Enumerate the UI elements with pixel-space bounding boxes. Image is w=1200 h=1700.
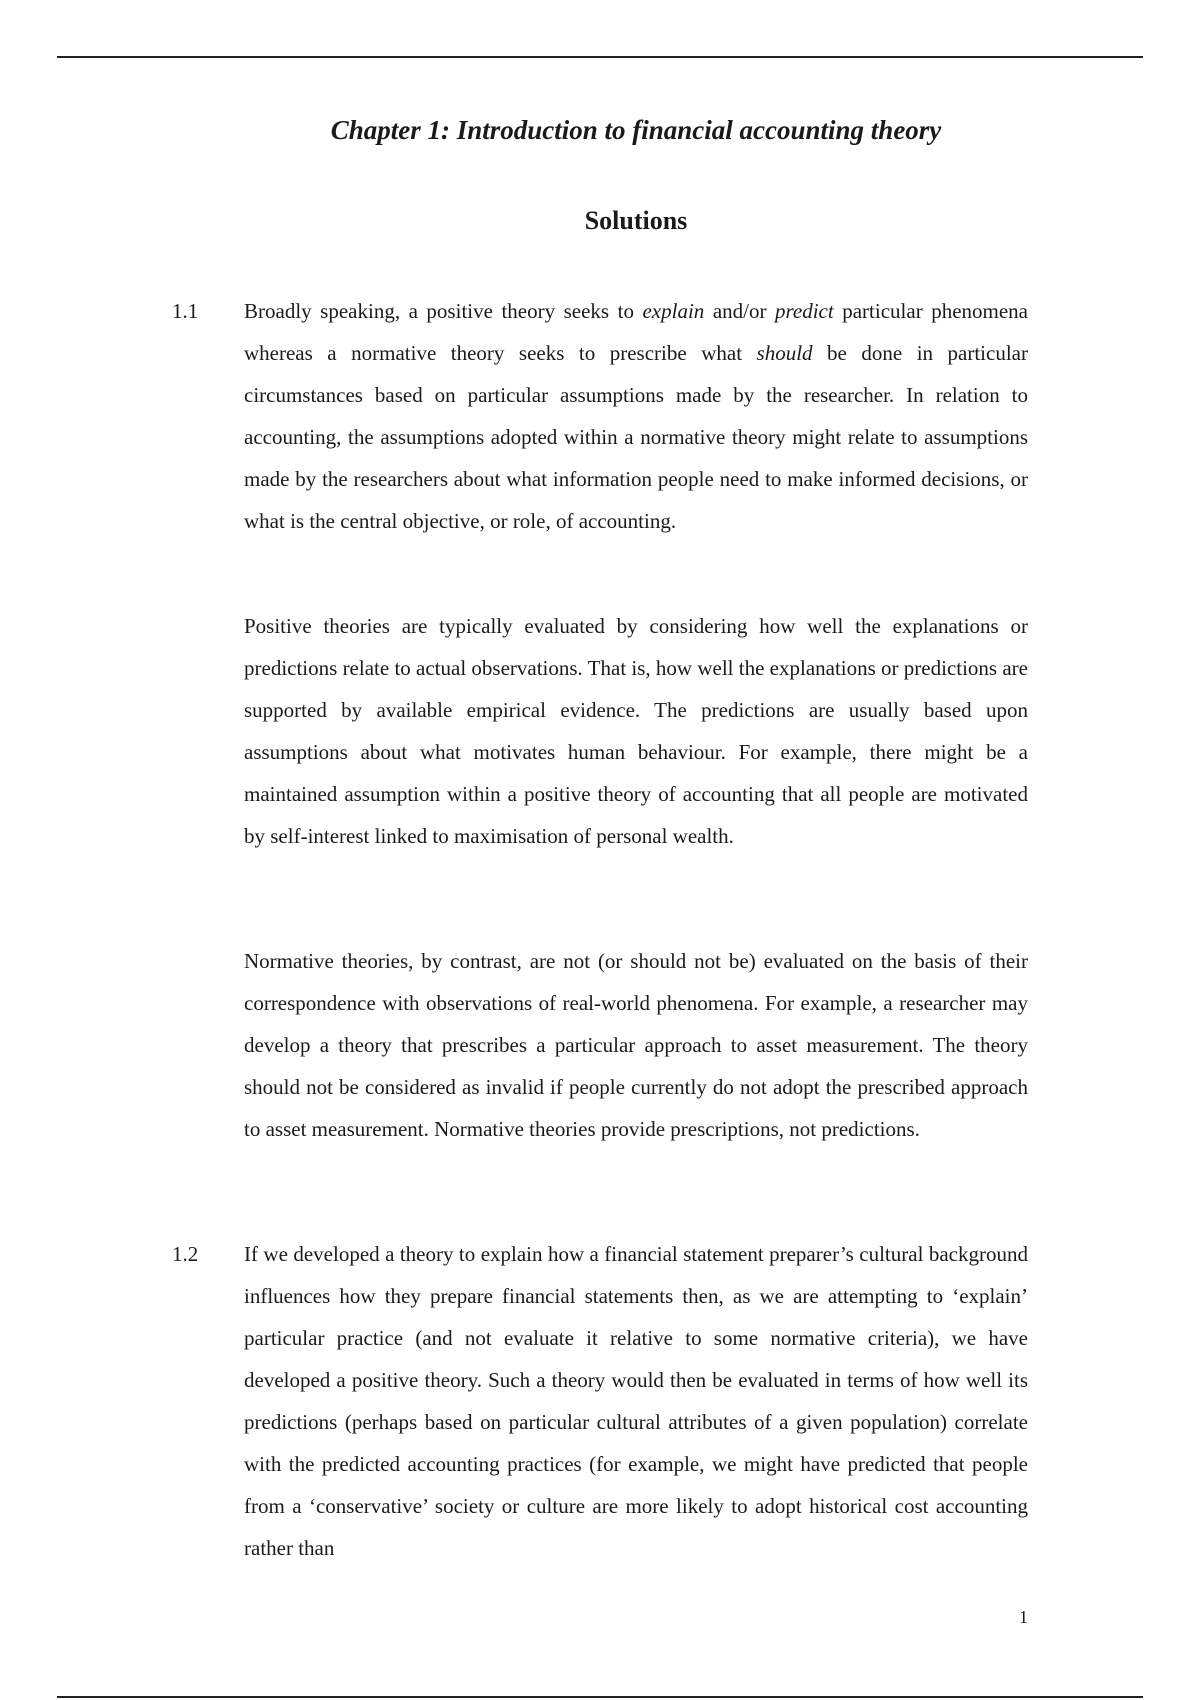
page-number: 1: [1019, 1607, 1028, 1627]
solutions-heading: Solutions: [584, 206, 688, 235]
chapter-title: Chapter 1: Introduction to financial accounting theory: [330, 115, 942, 145]
text-run: Broadly speaking, a positive theory seeks to: [244, 299, 643, 323]
text-run: and/or: [704, 299, 775, 323]
item-1-2-paragraph-1: If we developed a theory to explain how a financial statement preparer’s cultural background influences how they prepare financial statements then, as we are attempting to ‘explain’ particular practice (and not evaluate it relative to some normative criteria), we have developed a positive theory. Such a theory would then be evaluated in terms of how well its predictions (perhaps based on particular cultural attributes of a given population) correlate with the predicted accounting practices (for example, we might have predicted that people from a ‘conservative’ society or culture are more likely to adopt historical cost accounting rather than: [244, 1242, 1028, 1560]
text-run: be done in particular circumstances based on particular assumptions made by the researcher. In relation to accounting, the assumptions adopted within a normative theory might relate to assumptions made by the researchers about what information people need to make informed decisions, or what is the central objective, or role, of accounting.: [244, 341, 1028, 533]
item-1-1-paragraph-2: Positive theories are typically evaluated by considering how well the explanations or predictions relate to actual observations. That is, how well the explanations or predictions are supported by available empirical evidence. The predictions are usually based upon assumptions about what motivates human behaviour. For example, there might be a maintained assumption within a positive theory of accounting that all people are motivated by self-interest linked to maximisation of personal wealth.: [244, 614, 1028, 848]
emphasis-should: should: [756, 341, 813, 365]
top-rule: [57, 56, 1143, 58]
text-run: particular phenomena whereas a normative theory seeks to prescribe what: [244, 299, 1029, 365]
item-number-1-2: 1.2: [172, 1242, 199, 1266]
item-1-1-paragraph-1: [244, 290, 1028, 542]
emphasis-predict: predict: [775, 299, 834, 323]
item-number-1-1: 1.1: [172, 299, 199, 323]
item-1-1-paragraph-3: Normative theories, by contrast, are not (or should not be) evaluated on the basis of their correspondence with observations of real-world phenomena. For example, a researcher may develop a theory that prescribes a particular approach to asset measurement. The theory should not be considered as invalid if people currently do not adopt the prescribed approach to asset measurement. Normative theories provide prescriptions, not predictions.: [244, 949, 1028, 1141]
emphasis-explain: explain: [642, 299, 705, 323]
bottom-rule: [57, 1696, 1143, 1698]
